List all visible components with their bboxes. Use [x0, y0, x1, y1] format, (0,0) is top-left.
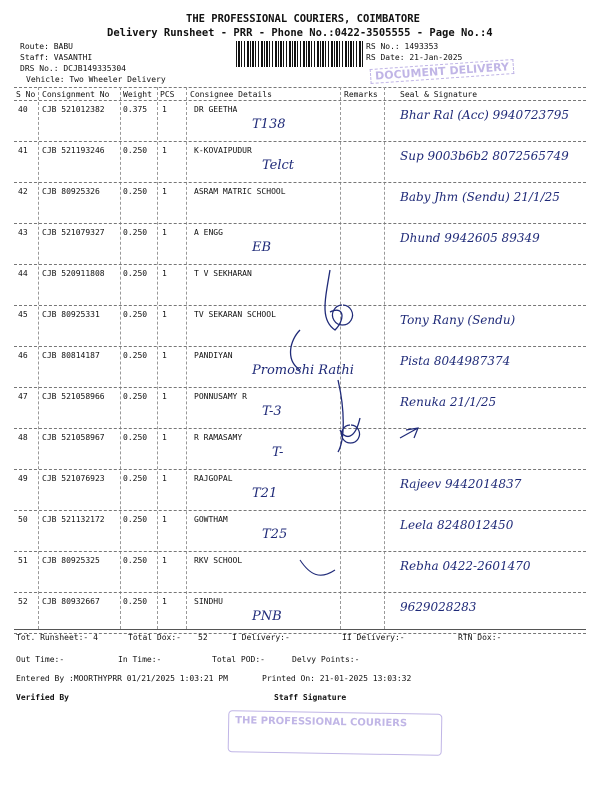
company-stamp	[228, 710, 443, 756]
row-sno: 45	[18, 310, 28, 319]
i-delivery: I Delivery:-	[232, 633, 290, 642]
row-pcs: 1	[162, 515, 167, 524]
row-consignee: RAJGOPAL	[194, 474, 233, 483]
row-pcs: 1	[162, 351, 167, 360]
in-time: In Time:-	[118, 655, 162, 664]
row-sno: 50	[18, 515, 28, 524]
verified-by: Verified By	[16, 693, 69, 702]
row-sno: 41	[18, 146, 28, 155]
row-weight: 0.250	[123, 474, 148, 483]
recipient-signature: Leela 8248012450	[400, 518, 514, 532]
recipient-signature: 9629028283	[400, 600, 477, 614]
row-pcs: 1	[162, 433, 167, 442]
row-consignment-no: CJB 521012382	[42, 105, 105, 114]
row-weight: 0.250	[123, 146, 148, 155]
row-weight: 0.250	[123, 433, 148, 442]
row-pcs: 1	[162, 228, 167, 237]
col-sno: S No	[16, 90, 36, 99]
total-pod: Total POD:-	[212, 655, 265, 664]
row-pcs: 1	[162, 105, 167, 114]
route-label: Route: BABU	[20, 42, 73, 51]
row-pcs: 1	[162, 187, 167, 196]
col-weight: Weight	[123, 90, 152, 99]
row-consignment-no: CJB 521193246	[42, 146, 105, 155]
row-sno: 48	[18, 433, 28, 442]
row-consignee: ASRAM MATRIC SCHOOL	[194, 187, 286, 196]
row-sno: 42	[18, 187, 28, 196]
handwritten-mark: T-	[272, 445, 284, 460]
vehicle-label: Vehicle: Two Wheeler Delivery	[26, 75, 166, 84]
handwritten-mark: T138	[252, 117, 286, 132]
staff-signature-label: Staff Signature	[274, 693, 347, 702]
row-weight: 0.250	[123, 556, 148, 565]
row-sno: 46	[18, 351, 28, 360]
row-pcs: 1	[162, 269, 167, 278]
row-sno: 52	[18, 597, 28, 606]
row-weight: 0.250	[123, 269, 148, 278]
recipient-signature: Dhund 9942605 89349	[400, 231, 540, 245]
delvy-points: Delvy Points:-	[292, 655, 360, 664]
total-dox-label: Total Dox:-	[128, 633, 181, 642]
row-consignment-no: CJB 521076923	[42, 474, 105, 483]
row-pcs: 1	[162, 146, 167, 155]
rtn-dox: RTN Dox:-	[458, 633, 502, 642]
row-consignment-no: CJB 80925325	[42, 556, 100, 565]
recipient-signature: Pista 8044987374	[400, 354, 511, 368]
recipient-signature: Rajeev 9442014837	[400, 477, 522, 491]
company-title: THE PROFESSIONAL COURIERS, COIMBATORE	[186, 13, 420, 25]
row-sno: 51	[18, 556, 28, 565]
col-consignee: Consignee Details	[190, 90, 272, 99]
row-weight: 0.250	[123, 351, 148, 360]
rs-number: RS No.: 1493353	[366, 42, 439, 51]
col-pcs: PCS	[160, 90, 175, 99]
row-consignment-no: CJB 80925326	[42, 187, 100, 196]
row-sno: 43	[18, 228, 28, 237]
row-consignee: PANDIYAN	[194, 351, 233, 360]
handwritten-mark: Promoshi Rathi	[252, 363, 354, 378]
row-sno: 47	[18, 392, 28, 401]
rs-date: RS Date: 21-Jan-2025	[366, 53, 463, 62]
handwritten-mark: T-3	[262, 404, 282, 419]
handwritten-mark: Telct	[262, 158, 295, 173]
recipient-signature: Rebha 0422-2601470	[400, 559, 531, 573]
row-weight: 0.250	[123, 597, 148, 606]
row-sno: 49	[18, 474, 28, 483]
recipient-signature: Sup 9003b6b2 8072565749	[400, 149, 569, 163]
row-consignee: K-KOVAIPUDUR	[194, 146, 252, 155]
recipient-signature: Baby Jhm (Sendu) 21/1/25	[400, 190, 560, 204]
row-consignment-no: CJB 80814187	[42, 351, 100, 360]
row-pcs: 1	[162, 392, 167, 401]
row-weight: 0.375	[123, 105, 148, 114]
row-pcs: 1	[162, 310, 167, 319]
delivery-stamp-text: DOCUMENT DELIVERY	[374, 60, 510, 83]
row-consignee: T V SEKHARAN	[194, 269, 252, 278]
row-consignee: DR GEETHA	[194, 105, 238, 114]
row-sno: 44	[18, 269, 28, 278]
row-consignee: R RAMASAMY	[194, 433, 243, 442]
company-stamp-text: THE PROFESSIONAL COURIERS	[235, 715, 408, 730]
total-runsheet: Tot. Runsheet:- 4	[16, 633, 98, 642]
recipient-signature: Tony Rany (Sendu)	[400, 313, 516, 327]
total-dox-value: 52	[198, 633, 208, 642]
row-weight: 0.250	[123, 515, 148, 524]
handwritten-mark: EB	[252, 240, 272, 255]
row-consignee: A ENGG	[194, 228, 223, 237]
col-remarks: Remarks	[344, 90, 378, 99]
drs-number: DRS No.: DCJB149335304	[20, 64, 126, 73]
row-weight: 0.250	[123, 310, 148, 319]
col-seal: Seal & Signature	[400, 90, 478, 99]
row-pcs: 1	[162, 597, 167, 606]
out-time: Out Time:-	[16, 655, 65, 664]
col-consignment: Consignment No	[42, 90, 110, 99]
recipient-signature: Bhar Ral (Acc) 9940723795	[400, 108, 570, 122]
handwritten-mark: PNB	[252, 609, 282, 624]
row-consignment-no: CJB 521058967	[42, 433, 105, 442]
row-pcs: 1	[162, 556, 167, 565]
entered-by: Entered By :MOORTHYPRR 01/21/2025 1:03:21 PM	[16, 674, 228, 683]
row-sno: 40	[18, 105, 28, 114]
totals-rule	[14, 629, 586, 630]
row-consignment-no: CJB 80932667	[42, 597, 100, 606]
handwritten-mark: T25	[262, 527, 288, 542]
row-consignee: RKV SCHOOL	[194, 556, 243, 565]
row-consignee: SINDHU	[194, 597, 223, 606]
ii-delivery: II Delivery:-	[342, 633, 405, 642]
row-weight: 0.250	[123, 392, 148, 401]
row-weight: 0.250	[123, 228, 148, 237]
runsheet-subtitle: Delivery Runsheet - PRR - Phone No.:0422-3505555 - Page No.:4	[107, 27, 493, 39]
row-consignment-no: CJB 520911808	[42, 269, 105, 278]
row-consignee: GOWTHAM	[194, 515, 228, 524]
handwritten-mark: T21	[252, 486, 278, 501]
staff-label: Staff: VASANTHI	[20, 53, 93, 62]
row-pcs: 1	[162, 474, 167, 483]
row-consignee: PONNUSAMY R	[194, 392, 247, 401]
row-weight: 0.250	[123, 187, 148, 196]
row-consignment-no: CJB 80925331	[42, 310, 100, 319]
row-consignment-no: CJB 521058966	[42, 392, 105, 401]
row-consignment-no: CJB 521132172	[42, 515, 105, 524]
row-consignee: TV SEKARAN SCHOOL	[194, 310, 276, 319]
printed-on: Printed On: 21-01-2025 13:03:32	[262, 674, 412, 683]
recipient-signature: Renuka 21/1/25	[400, 395, 497, 409]
row-consignment-no: CJB 521079327	[42, 228, 105, 237]
